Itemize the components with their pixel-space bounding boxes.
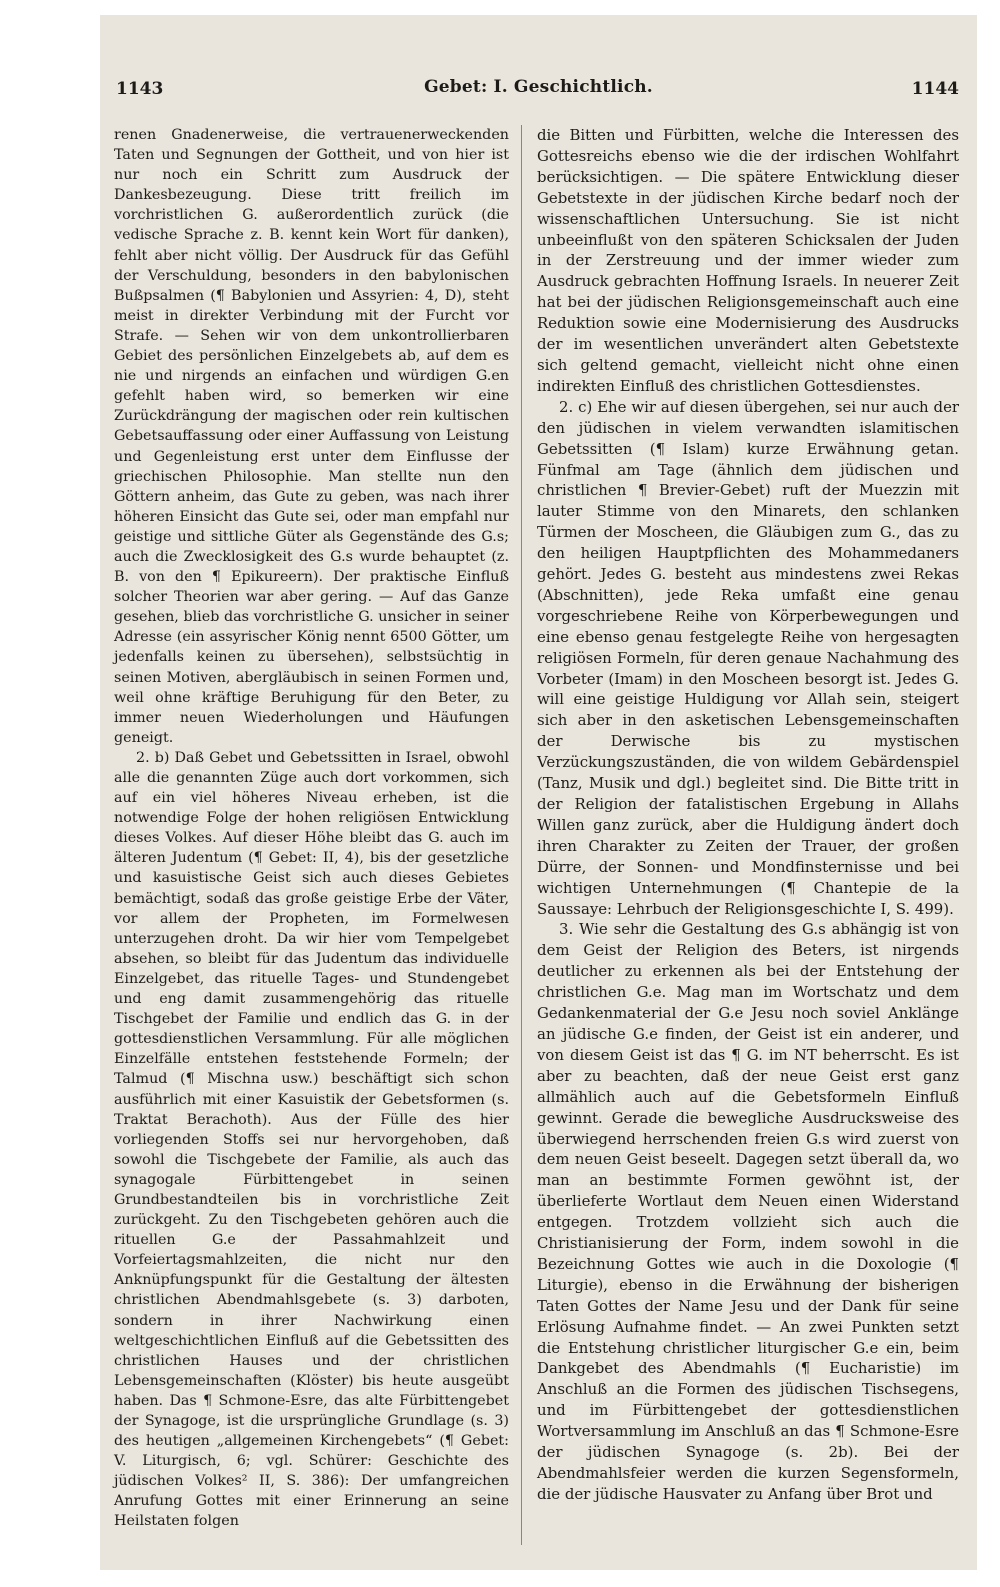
column-divider (521, 125, 522, 1545)
page-number-left: 1143 (116, 79, 164, 99)
paragraph: 2. b) Daß Gebet und Gebetssitten in Israel, obwohl alle die genannten Züge auch dort vorkommen, sich auf ein viel höheres Niveau erheben, ist die notwendige Folge der hohen religiösen Entwicklung dieses Volkes. Auf dieser Höhe bleibt das G. auch im älteren Judentum (¶ Gebet: II, 4), bis der gesetzliche und kasuistische Geist sich auch dieses Gebietes bemächtigt, sodaß das große geistige Erbe der Väter, vor allem der Propheten, im Formelwesen unterzugehen droht. Da wir hier vom Tempelgebet absehen, so bleibt für das Judentum das individuelle Einzelgebet, das rituelle Tages- und Stundengebet und eng damit zusammengehörig das rituelle Tischgebet der Familie und endlich das G. in der gottesdienstlichen Versammlung. Für alle möglichen Einzelfälle entstehen feststehende Formeln; der Talmud (¶ Mischna usw.) beschäftigt sich schon ausführlich mit einer Kasuistik der Gebetsformen (s. Traktat Berachoth). Aus der Fülle des hier vorliegenden Stoffs sei nur hervorgehoben, daß sowohl die Tischgebete der Familie, als auch das synagogale Fürbittengebet in seinen Grundbestandteilen bis in vorchristliche Zeit zurückgeht. Zu den Tischgebeten gehören auch die rituellen G.e der Passahmahlzeit und Vorfeiertagsmahlzeiten, die nicht nur den Anknüpfungspunkt für die Gestaltung der ältesten christlichen Abendmahlsgebete (s. 3) darboten, sondern in ihrer Nachwirkung einen weltgeschichtlichen Einfluß auf die Gebetssitten des christlichen Hauses und der christlichen Lebensgemeinschaften (Klöster) bis heute ausgeübt haben. Das ¶ Schmone-Esre, das alte Fürbittengebet der Synagoge, ist die ursprüngliche Grundlage (s. 3) des heutigen „allgemeinen Kirchengebets“ (¶ Gebet: V. Liturgisch, 6; vgl. Schürer: Geschichte des jüdischen Volkes² II, S. 386): Der umfangreichen Anrufung Gottes mit einer Erinnerung an seine Heilstaten folgen (114, 749, 509, 1530)
book-page (100, 15, 977, 1570)
paragraph: 2. c) Ehe wir auf diesen übergehen, sei nur auch der den jüdischen in vielem verwandten islamitischen Gebetssitten (¶ Islam) kurze Erwähnung getan. Fünfmal am Tage (ähnlich dem jüdischen und christlichen ¶ Brevier-Gebet) ruft der Muezzin mit lauter Stimme von den Minarets, den schlanken Türmen der Moscheen, die Gläubigen zum G., das zu den heiligen Hauptpflichten des Mohammedaners gehört. Jedes G. besteht aus mindestens zwei Rekas (Abschnitten), jede Reka umfaßt eine genau vorgeschriebene Reihe von Körperbewegungen und eine ebenso genau festgelegte Reihe von hergesagten religiösen Formeln, für deren genaue Nachahmung des Vorbeter (Imam) in den Moscheen besorgt ist. Jedes G. will eine geistige Huldigung vor Allah sein, steigert sich aber in den asketischen Lebensgemeinschaften der Derwische bis zu mystischen Verzückungszuständen, die von wildem Gebärdenspiel (Tanz, Musik und dgl.) begleitet sind. Die Bitte tritt in der Religion der fatalistischen Ergebung in Allahs Willen ganz zurück, aber die Huldigung ändert doch ihren Charakter zu Zeiten der Trauer, der großen Dürre, der Sonnen- und Mondfinsternisse und bei wichtigen Unternehmungen (¶ Chantepie de la Saussaye: Lehrbuch der Religionsgeschichte I, S. 499). (537, 397, 959, 918)
paragraph: 3. Wie sehr die Gestaltung des G.s abhängig ist von dem Geist der Religion des Beters, ist nirgends deutlicher zu erkennen als bei der Entstehung der christlichen G.e. Mag man im Wortschatz und dem Gedankenmaterial der G.e Jesu noch soviel Anklänge an jüdische G.e finden, der Geist ist ein anderer, und von diesem Geist ist das ¶ G. im NT beherrscht. Es ist aber zu beachten, daß der neue Geist erst ganz allmählich auch auf die Gebetsformeln Einfluß gewinnt. Gerade die bewegliche Ausdrucksweise des überwiegend herrschenden freien G.s wird zuerst von dem neuen Geist beseelt. Dagegen setzt überall da, wo man an bestimmte Formen gewöhnt ist, der überlieferte Wortlaut dem Neuen einen Widerstand entgegen. Trotzdem vollzieht sich auch die Christianisierung der Form, indem sowohl in die Bezeichnung Gottes wie auch in die Doxologie (¶ Liturgie), ebenso in die Erwähnung der bisherigen Taten Gottes der Name Jesu und der Dank für seine Erlösung Aufnahme findet. — An zwei Punkten setzt die Entstehung christlicher liturgischer G.e ein, beim Dankgebet des Abendmahls (¶ Eucharistie) im Anschluß an die Formen des jüdischen Tischsegens, und im Fürbittengebet der gottesdienstlichen Wortversammlung im Anschluß an das ¶ Schmone-Esre der jüdischen Synagoge (s. 2b). Bei der Abendmahlsfeier werden die kurzen Segensformeln, die der jüdische Hausvater zu Anfang über Brot und (537, 920, 959, 1503)
page-header (100, 75, 977, 105)
left-column (114, 125, 509, 1532)
paragraph: renen Gnadenerweise, die vertrauenerweckenden Taten und Segnungen der Gottheit, und von hier ist nur noch ein Schritt zum Ausdruck der Dankesbezeugung. Diese tritt freilich im vorchristlichen G. außerordentlich zurück (die vedische Sprache z. B. kennt kein Wort für danken), fehlt aber nicht völlig. Der Ausdruck für das Gefühl der Verschuldung, besonders in den babylonischen Bußpsalmen (¶ Babylonien und Assyrien: 4, D), steht meist in direkter Verbindung mit der Furcht vor Strafe. — Sehen wir von dem unkontrollierbaren Gebiet des persönlichen Einzelgebets ab, auf dem es nie und nirgends an einfachen und würdigen G.en gefehlt haben wird, so bemerken wir eine Zurückdrängung der magischen oder rein kultischen Gebetsauffassung oder einer Auffassung von Leistung und Gegenleistung erst unter dem Einflusse der griechischen Philosophie. Man stellte nun den Göttern anheim, das Gute zu geben, was nach ihrer höheren Einsicht das Gute sei, oder man empfahl nur geistige und sittliche Güter als Gegenstände des G.s; auch die Zwecklosigkeit des G.s wurde behauptet (z. B. von den ¶ Epikureern). Der praktische Einfluß solcher Theorien war aber gering. — Auf das Ganze gesehen, blieb das vorchristliche G. unsicher in seiner Adresse (ein assyrischer König nennt 6500 Götter, um jedenfalls keinen zu übersehen), selbstsüchtig in seinen Motiven, abergläubisch in seinen Formen und, weil ohne kräftige Beruhigung für den Beter, zu immer neuen Wiederholungen und Häufungen geneigt. (114, 127, 509, 746)
running-title: Gebet: I. Geschichtlich. (424, 77, 653, 97)
paragraph: die Bitten und Fürbitten, welche die Interessen des Gottesreichs ebenso wie die der irdischen Wohlfahrt berücksichtigen. — Die spätere Entwicklung dieser Gebetstexte in der jüdischen Kirche bedarf noch der wissenschaftlichen Untersuchung. Sie ist nicht unbeeinflußt von den späteren Schicksalen der Juden in der Zerstreuung und der immer wieder zum Ausdruck gebrachten Hoffnung Israels. In neuerer Zeit hat bei der jüdischen Religionsgemeinschaft auch eine Reduktion sowie eine Modernisierung des Ausdrucks der im wesentlichen unverändert alten Gebetstexte sich geltend gemacht, vielleicht nicht ohne einen indirekten Einfluß des christlichen Gottesdienstes. (537, 126, 959, 395)
right-column (537, 125, 959, 1505)
page-number-right: 1144 (911, 79, 959, 99)
